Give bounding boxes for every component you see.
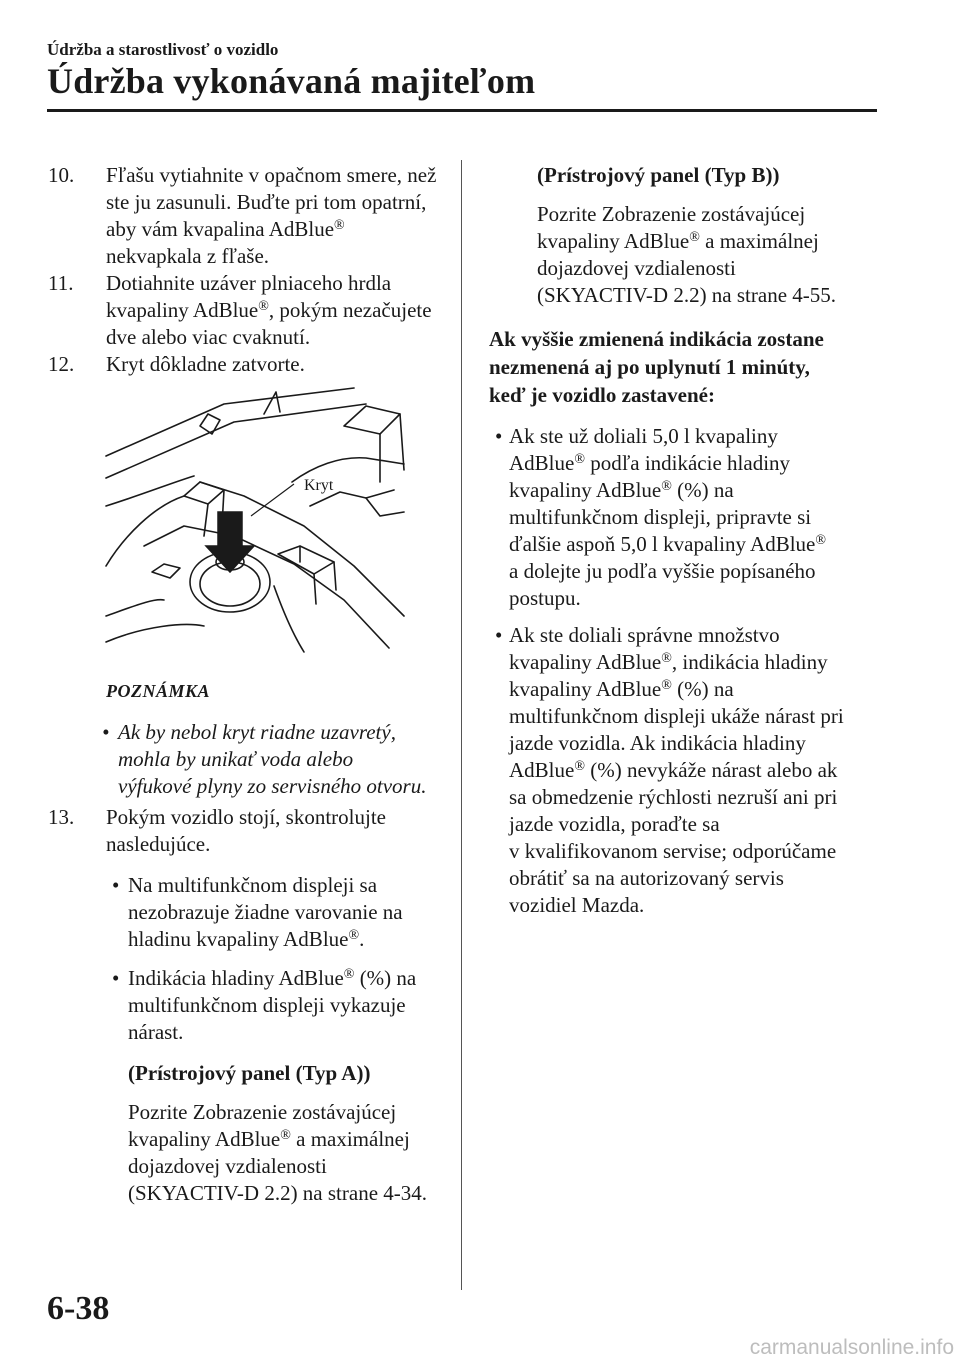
registered-mark: ® [280, 1128, 291, 1143]
registered-mark: ® [815, 533, 827, 548]
bullet-text: a dolejte ju podľa vyššie popísaného [509, 559, 816, 583]
bullet-text: , indikácia hladiny [671, 650, 828, 674]
bullet-text: kvapaliny AdBlue [509, 478, 662, 502]
step-12 [48, 351, 448, 378]
note-item [102, 719, 448, 800]
step-text: ste ju zasunuli. Buďte pri tom opatrní, [106, 190, 427, 214]
step-number: 10. [48, 163, 75, 187]
panel-text: Pozrite Zobrazenie zostávajúcej [537, 202, 806, 226]
left-column [48, 162, 448, 1207]
step-text: Dotiahnite uzáver plniaceho hrdla [106, 271, 392, 295]
bullet-text: sa obmedzenie rýchlosti nezruší ani pri [509, 785, 838, 809]
bullet-text: nezobrazuje žiadne varovanie na [128, 900, 403, 924]
heading-text: Ak vyššie zmienená indikácia zostane [489, 327, 824, 351]
watermark: carmanualsonline.info [749, 1336, 954, 1359]
step-text: , pokým nezačujete [268, 298, 432, 322]
step-10 [48, 162, 448, 270]
panel-heading: (Prístrojový panel (Typ B)) [537, 163, 780, 187]
step-text: dve alebo viac cvaknutí. [106, 325, 311, 349]
registered-mark: ® [334, 218, 345, 233]
bullet-dot: • [102, 720, 110, 744]
page-title: Údržba vykonávaná majiteľom [47, 61, 536, 101]
bullet-text: multifunkčnom displeji vykazuje [128, 993, 406, 1017]
step-number: 12. [48, 352, 75, 376]
bullet-text: nárast. [128, 1020, 184, 1044]
bullet-dot: • [112, 873, 120, 897]
bullet-text: Indikácia hladiny AdBlue [128, 966, 344, 990]
step-11 [48, 270, 448, 351]
condition-heading [489, 325, 874, 409]
step-text: kvapaliny AdBlue [106, 298, 259, 322]
step-text: Fľašu vytiahnite v opačnom smere, než [106, 163, 437, 187]
step-number: 11. [48, 271, 74, 295]
registered-mark: ® [661, 678, 672, 693]
bullet-text: hladinu kvapaliny AdBlue [128, 927, 349, 951]
bullet-text: obrátiť sa na autorizovaný servis [509, 866, 784, 890]
panel-text: (SKYACTIV-D 2.2) na strane 4-34. [128, 1181, 428, 1205]
bullet-text: Ak ste doliali správne množstvo [509, 623, 780, 647]
panel-heading: (Prístrojový panel (Typ A)) [128, 1061, 371, 1085]
figure-label: Kryt [304, 477, 334, 494]
panel-text: kvapaliny AdBlue [537, 229, 690, 253]
bullet-text: AdBlue [509, 758, 575, 782]
column-divider [461, 160, 462, 1290]
bullet-dot: • [495, 623, 503, 647]
action-item [495, 622, 874, 919]
panel-text: a maximálnej [699, 229, 819, 253]
bullet-text: (%) na [671, 478, 734, 502]
step-text: Kryt dôkladne zatvorte. [106, 352, 305, 376]
heading-text: keď je vozidlo zastavené: [489, 383, 715, 407]
section-label: Údržba a starostlivosť o vozidlo [47, 40, 279, 59]
panel-text: (SKYACTIV-D 2.2) na strane 4-55. [537, 283, 837, 307]
bullet-dot: • [495, 424, 503, 448]
step-text: nasledujúce. [106, 832, 211, 856]
bullet-text: kvapaliny AdBlue [509, 650, 662, 674]
registered-mark: ® [689, 230, 700, 245]
step-number: 13. [48, 805, 75, 829]
panel-text: kvapaliny AdBlue [128, 1127, 281, 1151]
cover-drawing [104, 386, 420, 654]
note-text: Ak by nebol kryt riadne uzavretý, [118, 720, 396, 744]
bullet-text: multifunkčnom displeji ukáže nárast pri [509, 704, 844, 728]
step-text: Pokým vozidlo stojí, skontrolujte [106, 805, 387, 829]
bullet-text: Ak ste už doliali 5,0 l kvapaliny [509, 424, 778, 448]
step-text: aby vám kvapalina AdBlue [106, 217, 335, 241]
right-column [489, 162, 874, 919]
panel-text: dojazdovej vzdialenosti [128, 1154, 327, 1178]
bullet-text: (%) na [671, 677, 734, 701]
bullet-dot: • [112, 966, 120, 990]
action-item [495, 423, 874, 612]
registered-mark: ® [574, 452, 585, 467]
bullet-text: . [359, 927, 365, 951]
bullet-text: ďalšie aspoň 5,0 l kvapaliny AdBlue [509, 532, 816, 556]
bullet-text: multifunkčnom displeji, pripravte si [509, 505, 812, 529]
bullet-text: Na multifunkčnom displeji sa [128, 873, 378, 897]
header-rule [47, 109, 877, 112]
page-number: 6-38 [47, 1290, 110, 1327]
bullet-text: jazde vozidla. Ak indikácia hladiny [509, 731, 806, 755]
bullet-text: (%) na [354, 966, 417, 990]
registered-mark: ® [661, 651, 672, 666]
bullet-text: postupu. [509, 586, 581, 610]
registered-mark: ® [574, 759, 585, 774]
check-item [112, 872, 448, 953]
note-text: výfukové plyny zo servisného otvoru. [118, 774, 427, 798]
panel-text: Pozrite Zobrazenie zostávajúcej [128, 1100, 397, 1124]
bullet-text: kvapaliny AdBlue [509, 677, 662, 701]
registered-mark: ® [661, 479, 672, 494]
check-item [112, 965, 448, 1046]
bullet-text: v kvalifikovanom servise; odporúčame [509, 839, 837, 863]
bullet-text: vozidiel Mazda. [509, 893, 645, 917]
registered-mark: ® [348, 928, 360, 943]
bullet-text: (%) nevykáže nárast alebo ak [584, 758, 838, 782]
panel-text: dojazdovej vzdialenosti [537, 256, 736, 280]
note-title: POZNÁMKA [106, 681, 211, 701]
note-text: mohla by unikať voda alebo [118, 747, 354, 771]
panel-type-a [128, 1060, 448, 1207]
heading-text: nezmenená aj po uplynutí 1 minúty, [489, 355, 810, 379]
panel-type-b [537, 162, 874, 309]
registered-mark: ® [343, 967, 355, 982]
registered-mark: ® [258, 299, 269, 314]
cover-illustration [104, 386, 420, 654]
bullet-text: jazde vozidla, poraďte sa [509, 812, 720, 836]
step-text: nekvapkala z fľaše. [106, 244, 270, 268]
panel-text: a maximálnej [290, 1127, 410, 1151]
bullet-text: podľa indikácie hladiny [584, 451, 791, 475]
bullet-text: AdBlue [509, 451, 575, 475]
step-13 [48, 804, 448, 858]
